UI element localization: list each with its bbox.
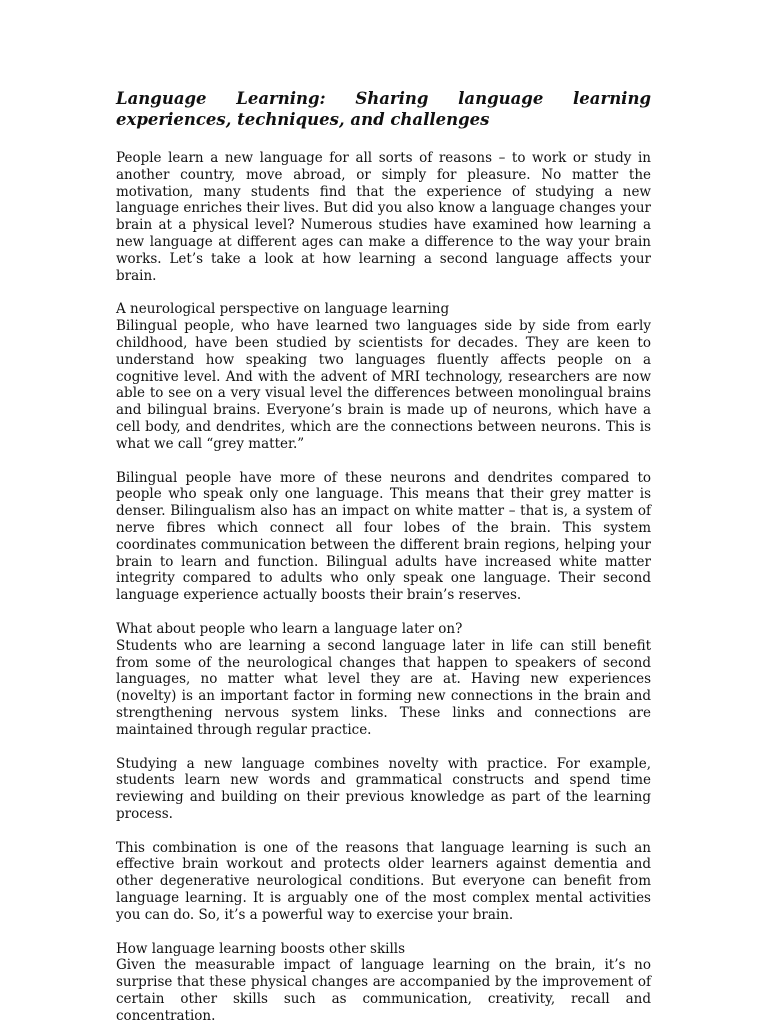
intro-paragraph: People learn a new language for all sorts of reasons – to work or study in another country, move abroad, or simply for pleasure. No matter the motivation, many students find that the experience of studying a new language enriches their lives. But did you also know a language changes your brain at a physical level? Numerous studies have examined how learning a new language at different ages can make a difference to the way your brain works. Let’s take a look at how learning a second language affects your brain. <box>116 150 651 284</box>
paragraph: Bilingual people, who have learned two languages side by side from early childhood, have been studied by scientists for decades. They are keen to understand how speaking two languages fluently affects people on a cognitive level. And with the advent of MRI technology, researchers are now able to see on a very visual level the differences between monolingual brains and bilingual brains. Everyone’s brain is made up of neurons, which have a cell body, and dendrites, which are the connections between neurons. This is what we call “grey matter.” <box>116 318 651 452</box>
section-heading-other-skills: How language learning boosts other skills <box>116 940 406 957</box>
document-page <box>116 88 651 1025</box>
paragraph: Bilingual people have more of these neurons and dendrites compared to people who speak only one language. This means that their grey matter is denser. Bilingualism also has an impact on white matter – that is, a system of nerve fibres which connect all four lobes of the brain. This system coordinates communication between the different brain regions, helping your brain to learn and function. Bilingual adults have increased white matter integrity compared to adults who only speak one language. Their second language experience actually boosts their brain’s reserves. <box>116 469 651 604</box>
paragraph: Students who are learning a second language later in life can still benefit from some of the neurological changes that happen to speakers of second languages, no matter what level they are at. Having new experiences (novelty) is an important factor in forming new connections in the brain and strengthening nervous system links. These links and connections are maintained through regular practice. <box>116 637 651 738</box>
document-title: Language Learning: Sharing language learning experiences, techniques, and challenges <box>116 89 651 129</box>
section-heading-neurological: A neurological perspective on language learning <box>116 301 450 318</box>
paragraph: Studying a new language combines novelty with practice. For example, students learn new words and grammatical constructs and spend time reviewing and building on their previous knowledge as part of the learning process. <box>116 755 651 822</box>
section-heading-later-learners: What about people who learn a language later on? <box>116 620 463 637</box>
paragraph: This combination is one of the reasons that language learning is such an effective brain workout and protects older learners against dementia and other degenerative neurological conditions. But everyone can benefit from language learning. It is arguably one of the most complex mental activities you can do. So, it’s a powerful way to exercise your brain. <box>116 839 651 923</box>
paragraph: Given the measurable impact of language learning on the brain, it’s no surprise that these physical changes are accompanied by the improvement of certain other skills such as communication, creativity, recall and concentration. <box>116 957 651 1024</box>
